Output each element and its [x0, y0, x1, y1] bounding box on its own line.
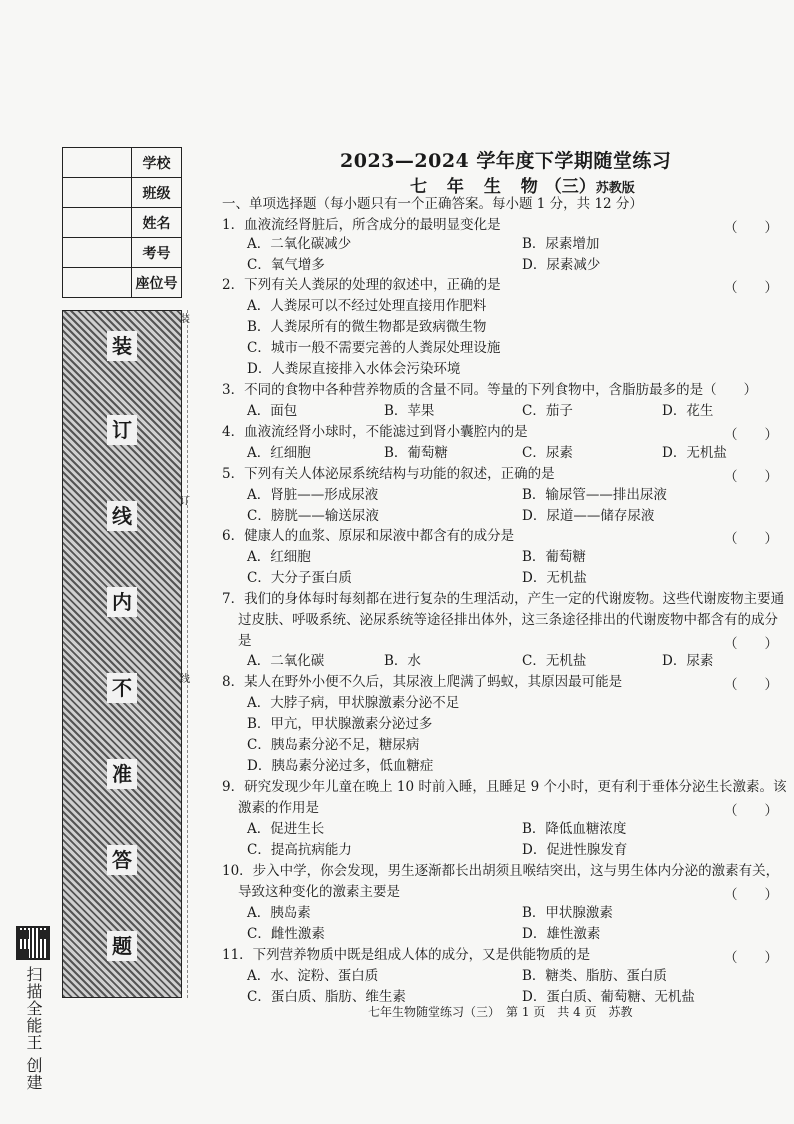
question-stem: 2．下列有关人粪尿的处理的叙述中，正确的是	[222, 277, 501, 293]
option: A．大脖子病，甲状腺激素分泌不足	[247, 695, 460, 711]
answer-blank[interactable]: （ ）	[724, 220, 778, 236]
option: B．糖类、脂肪、蛋白质	[522, 968, 667, 984]
option: C．茄子	[522, 403, 573, 419]
option: B．输尿管——排出尿液	[522, 487, 667, 503]
strip-char: 不	[107, 673, 137, 703]
exam-title: 2023—2024 学年度下学期随堂练习	[340, 150, 672, 172]
cut-mark: 订	[180, 496, 190, 507]
option: D．胰岛素分泌过多，低血糖症	[247, 758, 434, 774]
cut-mark: 装	[180, 314, 190, 325]
label-seat-number: 座位号	[132, 268, 182, 298]
option: C．雌性激素	[247, 926, 325, 942]
option: C．尿素	[522, 445, 573, 461]
subtitle-grade: 七 年 生 物	[410, 177, 545, 197]
strip-char: 线	[107, 501, 137, 531]
question-stem: 7．我们的身体每时每刻都在进行复杂的生理活动，产生一定的代谢废物。这些代谢废物主要通	[222, 591, 785, 607]
question-stem: 6．健康人的血浆、原尿和尿液中都含有的成分是	[222, 528, 515, 544]
answer-blank[interactable]: （ ）	[724, 887, 778, 903]
option: D．无机盐	[522, 570, 587, 586]
option: C．蛋白质、脂肪、维生素	[247, 989, 406, 1005]
option: D．雄性激素	[522, 926, 601, 942]
option: D．无机盐	[662, 445, 727, 461]
answer-blank[interactable]: （ ）	[724, 531, 778, 547]
option: B．葡萄糖	[522, 549, 586, 565]
label-name: 姓名	[132, 208, 182, 238]
option: A．二氧化碳	[247, 653, 325, 669]
option: A．水、淀粉、蛋白质	[247, 968, 379, 984]
question-stem: 10．步入中学，你会发现，男生逐渐都长出胡须且喉结突出，这与男生体内分泌的激素有关，	[222, 863, 780, 879]
option: C．大分子蛋白质	[247, 570, 352, 586]
question-stem: 5．下列有关人体泌尿系统结构与功能的叙述，正确的是	[222, 466, 555, 482]
scanner-watermark: 扫描全能王 创建	[24, 966, 43, 1092]
option: D．花生	[662, 403, 714, 419]
answer-blank[interactable]: （ ）	[724, 427, 778, 443]
question-stem: 4．血液流经肾小球时，不能滤过到肾小囊腔内的是	[222, 424, 528, 440]
option: C．城市一般不需要完善的人粪尿处理设施	[247, 340, 501, 356]
answer-blank[interactable]: （ ）	[724, 280, 778, 296]
strip-char: 订	[107, 415, 137, 445]
qr-code-icon	[16, 926, 50, 960]
answer-blank[interactable]: （ ）	[724, 677, 778, 693]
strip-char: 装	[107, 331, 137, 361]
answer-blank[interactable]: （ ）	[724, 803, 778, 819]
label-class: 班级	[132, 178, 182, 208]
option: A．红细胞	[247, 445, 311, 461]
strip-char: 答	[107, 845, 137, 875]
option: B．甲亢，甲状腺激素分泌过多	[247, 716, 433, 732]
option: A．二氧化碳减少	[247, 236, 352, 252]
cut-mark: 线	[180, 674, 190, 685]
option: A．红细胞	[247, 549, 311, 565]
option: B．降低血糖浓度	[522, 821, 627, 837]
question-stem-line3: 是	[238, 633, 252, 649]
option: A．促进生长	[247, 821, 325, 837]
option: A．人粪尿可以不经过处理直接用作肥料	[247, 298, 487, 314]
question-stem: 9．研究发现少年儿童在晚上 10 时前入睡，且睡足 9 个小时，更有利于垂体分泌生长激素。该	[222, 779, 787, 795]
option: D．人粪尿直接排入水体会污染环境	[247, 361, 461, 377]
option: B．尿素增加	[522, 236, 600, 252]
student-info-table	[62, 147, 182, 298]
label-exam-number: 考号	[132, 238, 182, 268]
subtitle-edition: 苏教版	[595, 181, 635, 196]
option: D．尿素减少	[522, 257, 601, 273]
cut-line	[187, 310, 188, 998]
question-stem-line2: 导致这种变化的激素主要是	[238, 884, 400, 900]
option: A．肾脏——形成尿液	[247, 487, 379, 503]
binding-strip	[62, 310, 182, 998]
option: C．无机盐	[522, 653, 587, 669]
question-stem: 3．不同的食物中各种营养物质的含量不同。等量的下列食物中，含脂肪最多的是（ ）	[222, 382, 758, 398]
option: A．胰岛素	[247, 905, 311, 921]
option: B．水	[384, 653, 421, 669]
option: D．尿素	[662, 653, 714, 669]
option: C．膀胱——输送尿液	[247, 508, 379, 524]
strip-char: 准	[107, 759, 137, 789]
question-stem-line2: 激素的作用是	[238, 800, 319, 816]
option: B．甲状腺激素	[522, 905, 613, 921]
strip-char: 内	[107, 587, 137, 617]
option: C．胰岛素分泌不足，糖尿病	[247, 737, 420, 753]
subtitle-num: （三）	[544, 177, 596, 197]
option: B．人粪尿所有的微生物都是致病微生物	[247, 319, 487, 335]
answer-blank[interactable]: （ ）	[724, 636, 778, 652]
option: D．蛋白质、葡萄糖、无机盐	[522, 989, 695, 1005]
strip-char: 题	[107, 931, 137, 961]
question-stem-line2: 过皮肤、呼吸系统、泌尿系统等途径排出体外，这三条途径排出的代谢废物中都含有的成分	[238, 612, 778, 628]
section-heading: 一、单项选择题（每小题只有一个正确答案。每小题 1 分，共 12 分）	[222, 196, 643, 212]
question-stem: 1．血液流经肾脏后，所含成分的最明显变化是	[222, 217, 501, 233]
question-stem: 11．下列营养物质中既是组成人体的成分，又是供能物质的是	[222, 947, 591, 963]
option: A．面包	[247, 403, 298, 419]
option: D．促进性腺发育	[522, 842, 628, 858]
answer-blank[interactable]: （ ）	[724, 469, 778, 485]
option: D．尿道——储存尿液	[522, 508, 655, 524]
option: C．氧气增多	[247, 257, 325, 273]
option: C．提高抗病能力	[247, 842, 352, 858]
option: B．葡萄糖	[384, 445, 448, 461]
page-footer: 七年生物随堂练习（三） 第 1 页 共 4 页 苏教	[368, 1005, 633, 1019]
option: B．苹果	[384, 403, 435, 419]
question-stem: 8．某人在野外小便不久后，其尿液上爬满了蚂蚁，其原因最可能是	[222, 674, 623, 690]
label-school: 学校	[132, 148, 182, 178]
answer-blank[interactable]: （ ）	[724, 950, 778, 966]
